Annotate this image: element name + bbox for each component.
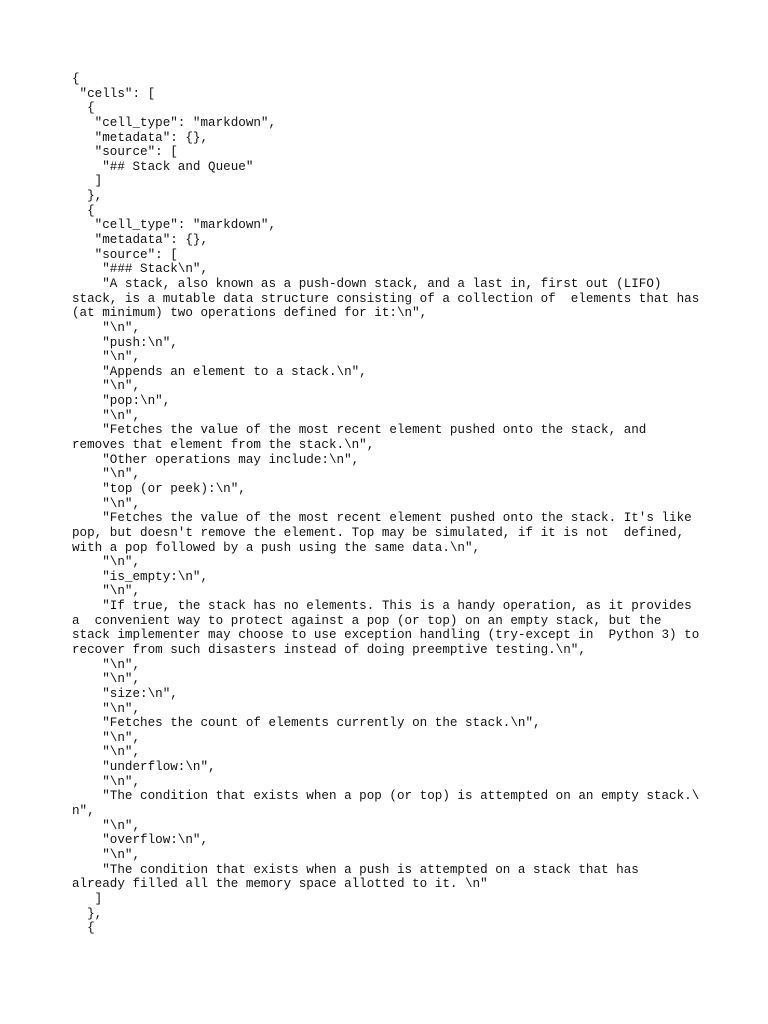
document-line: "Fetches the value of the most recent element pushed onto the stack. It's like: [72, 511, 692, 526]
document-line: "\n",: [72, 584, 141, 599]
document-line: already filled all the memory space allotted to it. \n": [72, 877, 488, 892]
document-line: ]: [72, 174, 103, 189]
document-line: "pop:\n",: [72, 394, 171, 409]
document-line: pop, but doesn't remove the element. Top may be simulated, if it is not defined,: [72, 525, 685, 540]
document-line: },: [72, 189, 103, 204]
document-line: "\n",: [72, 774, 141, 789]
document-line: "top (or peek):\n",: [72, 481, 246, 496]
document-line: "source": [: [72, 247, 178, 262]
document-page: [72, 72, 732, 936]
document-line: "source": [: [72, 145, 178, 160]
document-line: "If true, the stack has no elements. This is a handy operation, as it provides: [72, 599, 692, 614]
document-line: "\n",: [72, 496, 141, 511]
document-line: "### Stack\n",: [72, 262, 209, 277]
document-line: {: [72, 203, 95, 218]
document-line: "The condition that exists when a push is attempted on a stack that has: [72, 862, 639, 877]
document-line: "underflow:\n",: [72, 760, 216, 775]
document-line: {: [72, 101, 95, 116]
document-line: {: [72, 72, 80, 86]
document-line: "\n",: [72, 730, 141, 745]
document-line: "\n",: [72, 701, 141, 716]
document-line: "Fetches the value of the most recent element pushed onto the stack, and: [72, 423, 647, 438]
document-line: "\n",: [72, 408, 141, 423]
document-line: with a pop followed by a push using the same data.\n",: [72, 540, 481, 555]
document-line: "overflow:\n",: [72, 833, 209, 848]
document-line: "A stack, also known as a push-down stack, and a last in, first out (LIFO): [72, 276, 662, 291]
document-line: "size:\n",: [72, 686, 178, 701]
document-line: n",: [72, 804, 95, 819]
document-line: "cell_type": "markdown",: [72, 115, 277, 130]
document-line: stack, is a mutable data structure consisting of a collection of elements that has: [72, 291, 700, 306]
document-line: "## Stack and Queue": [72, 159, 254, 174]
document-line: "\n",: [72, 657, 141, 672]
document-line: recover from such disasters instead of doing preemptive testing.\n",: [72, 642, 586, 657]
document-line: "\n",: [72, 847, 141, 862]
document-line: "\n",: [72, 350, 141, 365]
document-body: [72, 72, 732, 936]
document-line: "\n",: [72, 467, 141, 482]
document-line: },: [72, 906, 103, 921]
document-line: "cell_type": "markdown",: [72, 218, 277, 233]
document-line: "metadata": {},: [72, 233, 209, 248]
document-line: "cells": [: [72, 86, 156, 101]
document-line: "push:\n",: [72, 335, 178, 350]
document-line: "\n",: [72, 745, 141, 760]
document-line: "\n",: [72, 379, 141, 394]
document-line: "Fetches the count of elements currently on the stack.\n",: [72, 716, 541, 731]
document-line: "Appends an element to a stack.\n",: [72, 364, 367, 379]
document-line: "\n",: [72, 555, 141, 570]
document-line: stack implementer may choose to use exception handling (try-except in Python 3) to: [72, 628, 700, 643]
document-line: "The condition that exists when a pop (or top) is attempted on an empty stack.\: [72, 789, 700, 804]
document-line: ]: [72, 891, 103, 906]
document-line: "is_empty:\n",: [72, 569, 209, 584]
document-line: "\n",: [72, 320, 141, 335]
document-line: a convenient way to protect against a pop (or top) on an empty stack, but the: [72, 613, 662, 628]
document-line: removes that element from the stack.\n",: [72, 438, 375, 453]
document-line: "metadata": {},: [72, 130, 209, 145]
document-line: (at minimum) two operations defined for it:\n",: [72, 306, 428, 321]
document-line: "\n",: [72, 672, 141, 687]
document-line: {: [72, 921, 95, 936]
document-line: "\n",: [72, 818, 141, 833]
document-line: "Other operations may include:\n",: [72, 452, 360, 467]
